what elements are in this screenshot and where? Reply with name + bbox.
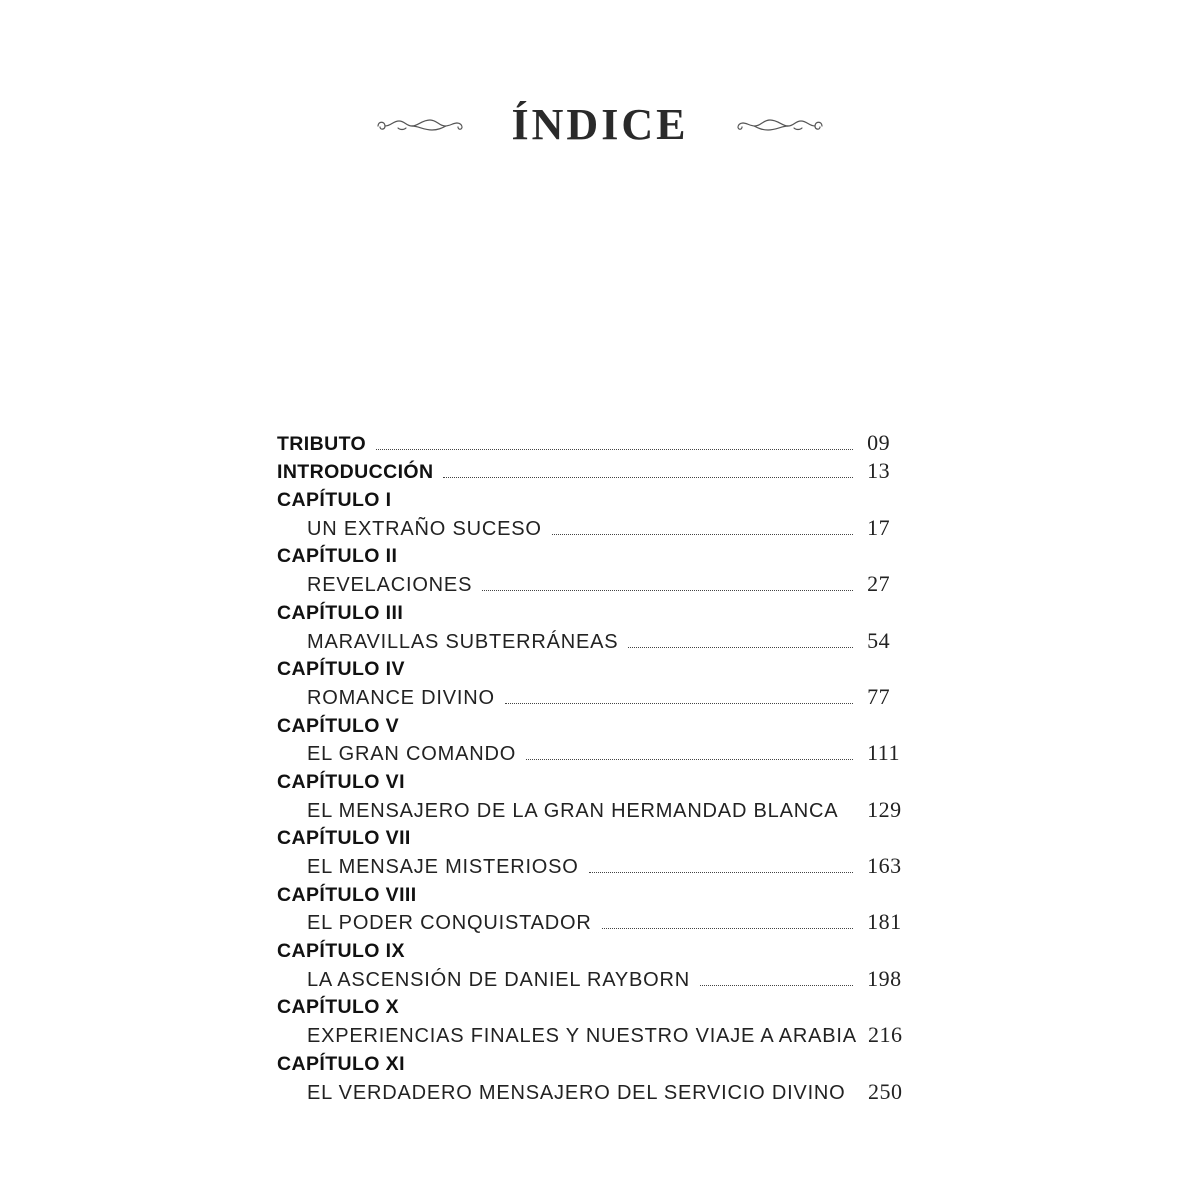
chapter-heading-label: CAPÍTULO II: [277, 545, 398, 568]
chapter-heading: [277, 482, 927, 510]
dot-leader: [482, 590, 853, 591]
toc-page-number: 198: [867, 965, 902, 991]
chapter-heading: [277, 821, 927, 849]
dot-leader: [628, 647, 853, 648]
toc-page-number: 09: [867, 430, 891, 456]
title-row: [0, 100, 1200, 150]
chapter-heading-label: CAPÍTULO VIII: [277, 883, 417, 906]
chapter-heading-label: CAPÍTULO VI: [277, 770, 405, 793]
toc-entry-label: TRIBUTO: [277, 432, 367, 455]
toc-page-number: 216: [868, 1022, 903, 1048]
chapter-title: EXPERIENCIAS FINALES Y NUESTRO VIAJE A ARABIA: [307, 1025, 857, 1048]
chapter-heading: [277, 652, 927, 680]
chapter-heading: [277, 1046, 927, 1074]
chapter-title: EL MENSAJERO DE LA GRAN HERMANDAD BLANCA: [307, 799, 839, 822]
toc-page-number: 181: [867, 909, 902, 935]
chapter-title: EL PODER CONQUISTADOR: [307, 912, 592, 935]
toc-page-number: 17: [867, 514, 891, 540]
chapter-heading-label: CAPÍTULO I: [277, 489, 392, 512]
toc-entry-chapter[interactable]: [277, 567, 927, 595]
chapter-heading: [277, 764, 927, 792]
chapter-heading-label: CAPÍTULO V: [277, 714, 400, 737]
toc-entry-chapter[interactable]: [277, 1074, 927, 1102]
toc-entry-chapter[interactable]: [277, 736, 927, 764]
chapter-heading-label: CAPÍTULO X: [277, 996, 400, 1019]
flourish-right-icon: [732, 114, 828, 136]
chapter-heading: [277, 595, 927, 623]
table-of-contents: [277, 426, 927, 1103]
chapter-title: EL GRAN COMANDO: [307, 743, 517, 766]
chapter-title: EL VERDADERO MENSAJERO DEL SERVICIO DIVINO: [307, 1081, 846, 1104]
toc-entry-chapter[interactable]: [277, 511, 927, 539]
dot-leader: [602, 928, 853, 929]
toc-entry-chapter[interactable]: [277, 623, 927, 651]
dot-leader: [589, 872, 853, 873]
chapter-title: REVELACIONES: [307, 574, 473, 597]
toc-entry-chapter[interactable]: [277, 792, 927, 820]
chapter-heading: [277, 933, 927, 961]
chapter-heading: [277, 708, 927, 736]
toc-entry-chapter[interactable]: [277, 849, 927, 877]
chapter-heading: [277, 539, 927, 567]
toc-page-number: 54: [867, 627, 891, 653]
toc-page-number: 77: [867, 683, 891, 709]
chapter-title: UN EXTRAÑO SUCESO: [307, 517, 542, 540]
chapter-title: ROMANCE DIVINO: [307, 686, 495, 709]
chapter-title: LA ASCENSIÓN DE DANIEL RAYBORN: [307, 968, 690, 991]
toc-entry-label: INTRODUCCIÓN: [277, 460, 434, 483]
toc-entry-chapter[interactable]: [277, 905, 927, 933]
chapter-heading-label: CAPÍTULO III: [277, 601, 404, 624]
chapter-heading-label: CAPÍTULO XI: [277, 1052, 405, 1075]
toc-entry-chapter[interactable]: [277, 962, 927, 990]
chapter-title: EL MENSAJE MISTERIOSO: [307, 856, 579, 878]
dot-leader: [552, 534, 853, 535]
toc-page-number: 111: [867, 740, 900, 766]
toc-page-number: 250: [868, 1078, 903, 1104]
toc-entry-introduccion[interactable]: [277, 454, 927, 482]
chapter-heading: [277, 877, 927, 905]
page-title: ÍNDICE: [511, 100, 689, 149]
toc-entry-chapter[interactable]: [277, 680, 927, 708]
chapter-heading-label: CAPÍTULO VII: [277, 827, 411, 850]
toc-page-number: 27: [867, 571, 891, 597]
dot-leader: [526, 759, 853, 760]
dot-leader: [376, 449, 853, 450]
dot-leader: [505, 703, 853, 704]
toc-page-number: 13: [867, 458, 891, 484]
dot-leader: [700, 985, 853, 986]
toc-entry-tributo[interactable]: [277, 426, 927, 454]
chapter-title: MARAVILLAS SUBTERRÁNEAS: [307, 630, 619, 653]
flourish-left-icon: [372, 114, 468, 136]
toc-page-number: 129: [867, 796, 902, 822]
chapter-heading-label: CAPÍTULO IX: [277, 940, 405, 963]
toc-entry-chapter[interactable]: [277, 1018, 927, 1046]
dot-leader: [443, 477, 853, 478]
chapter-heading-label: CAPÍTULO IV: [277, 658, 405, 681]
chapter-heading: [277, 990, 927, 1018]
toc-page-number: 163: [867, 853, 902, 878]
